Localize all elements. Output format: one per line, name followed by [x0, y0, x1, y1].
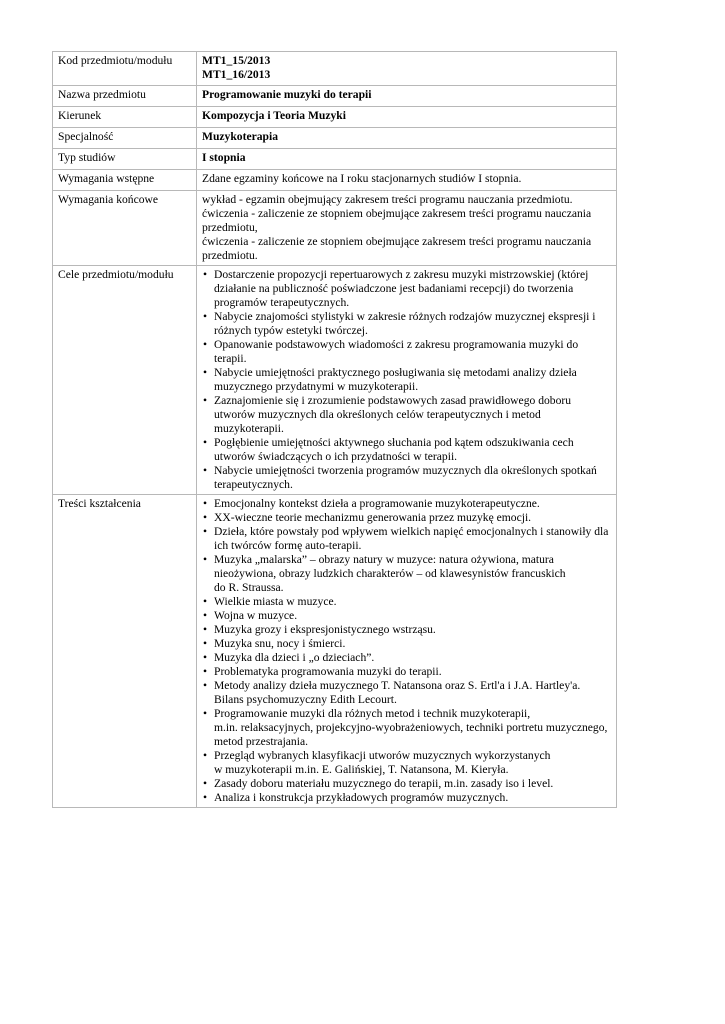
course-name: Programowanie muzyki do terapii [202, 88, 372, 101]
list-item [214, 595, 612, 609]
list-item [214, 777, 612, 791]
list-item [214, 511, 612, 525]
value-specialty [197, 128, 617, 149]
content-list [202, 497, 612, 805]
label-specialty: Specjalność [53, 128, 197, 149]
direction-name: Kompozycja i Teoria Muzyki [202, 109, 346, 122]
label-name: Nazwa przedmiotu [53, 86, 197, 107]
row-study-type [53, 149, 617, 170]
list-item-text: • Muzyka „malarska” – obrazy natury w muzyce: natura ożywiona, matura nieożywiona, obrazy ludzkich charakterów – od klawesynistów francuskich [214, 553, 566, 580]
list-item: • Opanowanie podstawowych wiadomości z zakresu programowania muzyki do terapii. [214, 338, 612, 366]
list-item [214, 749, 612, 777]
row-goals [53, 266, 617, 495]
value-content [197, 495, 617, 808]
list-item-text: Problematyka programowania muzyki do terapii. [214, 665, 442, 678]
list-item [214, 609, 612, 623]
list-item-text: • Programowanie muzyki dla różnych metod i technik muzykoterapii, [214, 707, 531, 720]
list-item-text: Emocjonalny kontekst dzieła a programowanie muzykoterapeutyczne. [214, 497, 540, 510]
list-item-text: • Przegląd wybranych klasyfikacji utworów muzycznych wykorzystanych [214, 749, 551, 762]
goals-list [202, 268, 612, 492]
row-specialty [53, 128, 617, 149]
list-item-text: Muzyka snu, nocy i śmierci. [214, 637, 346, 650]
list-item [214, 525, 612, 553]
list-item-text: do R. Straussa. [214, 581, 284, 594]
list-item: • Dostarczenie propozycji repertuarowych z zakresu muzyki mistrzowskiej (której działanie na publiczność poświadczone jest badaniami recepcji) do tworzenia programów terapeutycznych. [214, 268, 612, 310]
study-type-name: I stopnia [202, 151, 246, 164]
specialty-name: Muzykoterapia [202, 130, 278, 143]
list-item-text: Zasady doboru materiału muzycznego do terapii, m.in. zasady iso i level. [214, 777, 554, 790]
row-final-req [53, 191, 617, 266]
list-item: • Zaznajomienie się i zrozumienie podstawowych zasad prawidłowego doboru utworów muzycznych dla określonych celów terapeutycznych i metod muzykoterapii. [214, 394, 612, 436]
list-item-text: • Metody analizy dzieła muzycznego T. Natansona oraz S. Ertl'a i J.A. Hartley'a. [214, 679, 581, 692]
list-item-text: XX-wieczne teorie mechanizmu generowania przez muzykę emocji. [214, 511, 532, 524]
value-goals [197, 266, 617, 495]
list-item-text: m.in. relaksacyjnych, projekcyjno-wyobrażeniowych, techniki portretu muzycznego, metod przestrajania. [214, 721, 608, 748]
code-2: MT1_16/2013 [202, 68, 271, 81]
label-code: Kod przedmiotu/modułu [53, 52, 197, 86]
list-item-text: Muzyka dla dzieci i „o dzieciach”. [214, 651, 375, 664]
label-direction: Kierunek [53, 107, 197, 128]
final-req-line: ćwiczenia - zaliczenie ze stopniem obejmujące zakresem treści programu nauczania przedmiotu, [202, 207, 592, 234]
list-item-text: Dzieła, które powstały pod wpływem wielkich napięć emocjonalnych i stanowiły dla ich twórców formę auto-terapii. [214, 525, 609, 552]
value-code [197, 52, 617, 86]
list-item [214, 679, 612, 707]
list-item [214, 707, 612, 749]
value-final-req [197, 191, 617, 266]
label-prereq: Wymagania wstępne [53, 170, 197, 191]
list-item-text: Wielkie miasta w muzyce. [214, 595, 337, 608]
list-item-text: Wojna w muzyce. [214, 609, 298, 622]
list-item: • Nabycie umiejętności tworzenia programów muzycznych dla określonych spotkań terapeutycznych. [214, 464, 612, 492]
row-code [53, 52, 617, 86]
label-goals: Cele przedmiotu/modułu [53, 266, 197, 495]
value-prereq: Zdane egzaminy końcowe na I roku stacjonarnych studiów I stopnia. [197, 170, 617, 191]
label-study-type: Typ studiów [53, 149, 197, 170]
list-item [214, 791, 612, 805]
row-direction [53, 107, 617, 128]
row-prereq [53, 170, 617, 191]
value-name [197, 86, 617, 107]
label-final-req: Wymagania końcowe [53, 191, 197, 266]
list-item-text: Analiza i konstrukcja przykładowych programów muzycznych. [214, 791, 509, 804]
list-item-text: w muzykoterapii m.in. E. Galińskiej, T. Natansona, M. Kieryła. [214, 763, 509, 776]
code-1: MT1_15/2013 [202, 54, 271, 67]
list-item: • Nabycie umiejętności praktycznego posługiwania się metodami analizy dzieła muzycznego przydatnymi w muzykoterapii. [214, 366, 612, 394]
label-content: Treści kształcenia [53, 495, 197, 808]
syllabus-table [52, 51, 617, 808]
list-item [214, 651, 612, 665]
value-study-type [197, 149, 617, 170]
list-item [214, 623, 612, 637]
final-req-line: ćwiczenia - zaliczenie ze stopniem obejmujące zakresem treści programu nauczania przedmiotu. [202, 235, 592, 262]
list-item [214, 637, 612, 651]
list-item-text: Bilans psychomuzyczny Edith Lecourt. [214, 693, 397, 706]
list-item-text: Muzyka grozy i ekspresjonistycznego wstrząsu. [214, 623, 436, 636]
value-direction [197, 107, 617, 128]
list-item: • Pogłębienie umiejętności aktywnego słuchania pod kątem odszukiwania cech utworów świadczących o ich przydatności w terapii. [214, 436, 612, 464]
list-item [214, 497, 612, 511]
list-item: • Nabycie znajomości stylistyki w zakresie różnych rodzajów muzycznej ekspresji i różnych typów estetyki twórczej. [214, 310, 612, 338]
list-item [214, 665, 612, 679]
row-content [53, 495, 617, 808]
row-name [53, 86, 617, 107]
final-req-line: wykład - egzamin obejmujący zakresem treści programu nauczania przedmiotu. [202, 193, 573, 206]
list-item [214, 553, 612, 595]
